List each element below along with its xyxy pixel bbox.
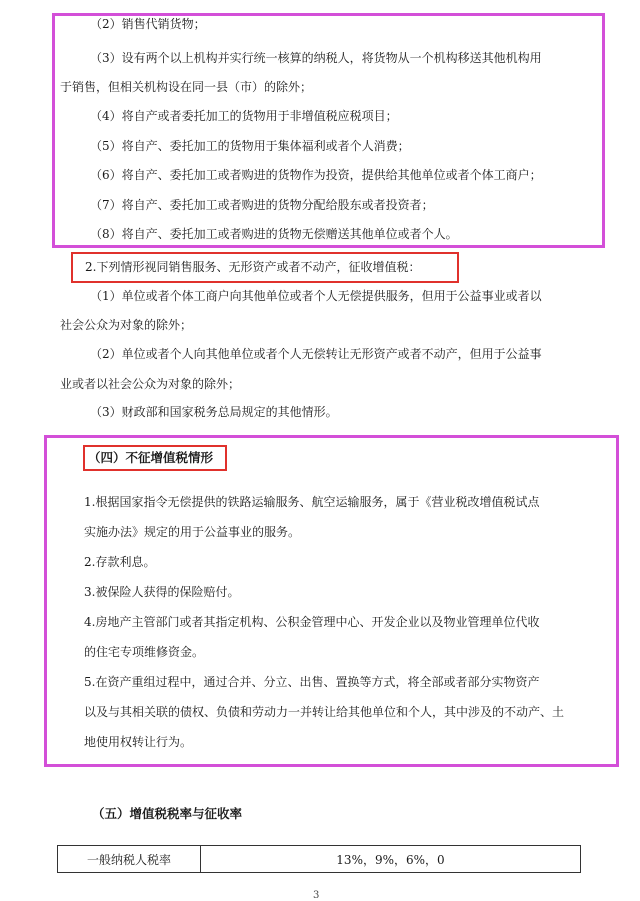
item-7: （7）将自产、委托加工或者购进的货物分配给股东或者投资者；	[90, 198, 434, 212]
non-vat-item-1-line-1: 1.根据国家指令无偿提供的铁路运输服务、航空运输服务，属于《营业税改增值税试点	[84, 495, 540, 509]
non-vat-item-1-line-2: 实施办法》规定的用于公益事业的服务。	[84, 525, 301, 539]
service-item-1-line-2: 社会公众为对象的除外；	[60, 318, 193, 332]
general-taxpayer-rate-label: 一般纳税人税率	[58, 846, 201, 873]
item-6: （6）将自产、委托加工或者购进的货物作为投资，提供给其他单位或者个体工商户；	[90, 168, 542, 182]
tax-rate-table	[57, 845, 581, 873]
non-vat-item-5-line-3: 地使用权转让行为。	[84, 735, 193, 749]
non-vat-item-4-line-1: 4.房地产主管部门或者其指定机构、公积金管理中心、开发企业以及物业管理单位代收	[84, 615, 540, 629]
non-vat-item-2: 2.存款利息。	[84, 555, 156, 569]
non-vat-item-5-line-2: 以及与其相关联的债权、负债和劳动力一并转让给其他单位和个人，其中涉及的不动产、土	[84, 705, 565, 719]
item-5: （5）将自产、委托加工的货物用于集体福利或者个人消费；	[90, 139, 410, 153]
service-item-1-line-1: （1）单位或者个体工商户向其他单位或者个人无偿提供服务，但用于公益事业或者以	[90, 289, 542, 303]
item-8: （8）将自产、委托加工或者购进的货物无偿赠送其他单位或者个人。	[90, 227, 458, 241]
general-taxpayer-rate-value: 13%，9%，6%，0	[201, 846, 581, 873]
service-item-2-line-2: 业或者以社会公众为对象的除外；	[60, 377, 241, 391]
deemed-sales-services-heading: 2.下列情形视同销售服务、无形资产或者不动产，征收增值税：	[85, 260, 421, 274]
non-vat-item-3: 3.被保险人获得的保险赔付。	[84, 585, 240, 599]
item-2-consignment-sales: （2）销售代销货物；	[90, 17, 206, 31]
section-4-heading: （四）不征增值税情形	[88, 450, 214, 465]
item-3-line-1: （3）设有两个以上机构并实行统一核算的纳税人，将货物从一个机构移送其他机构用	[90, 51, 542, 65]
service-item-2-line-1: （2）单位或者个人向其他单位或者个人无偿转让无形资产或者不动产，但用于公益事	[90, 347, 542, 361]
section-5-heading: （五）增值税税率与征收率	[92, 806, 243, 821]
service-item-3: （3）财政部和国家税务总局规定的其他情形。	[90, 405, 338, 419]
item-4: （4）将自产或者委托加工的货物用于非增值税应税项目；	[90, 109, 398, 123]
non-vat-item-5-line-1: 5.在资产重组过程中，通过合并、分立、出售、置换等方式，将全部或者部分实物资产	[84, 675, 540, 689]
non-vat-item-4-line-2: 的住宅专项维修资金。	[84, 645, 205, 659]
page-number: 3	[313, 890, 320, 901]
table-row	[58, 846, 581, 873]
item-3-line-2: 于销售，但相关机构设在同一县（市）的除外；	[60, 80, 313, 94]
